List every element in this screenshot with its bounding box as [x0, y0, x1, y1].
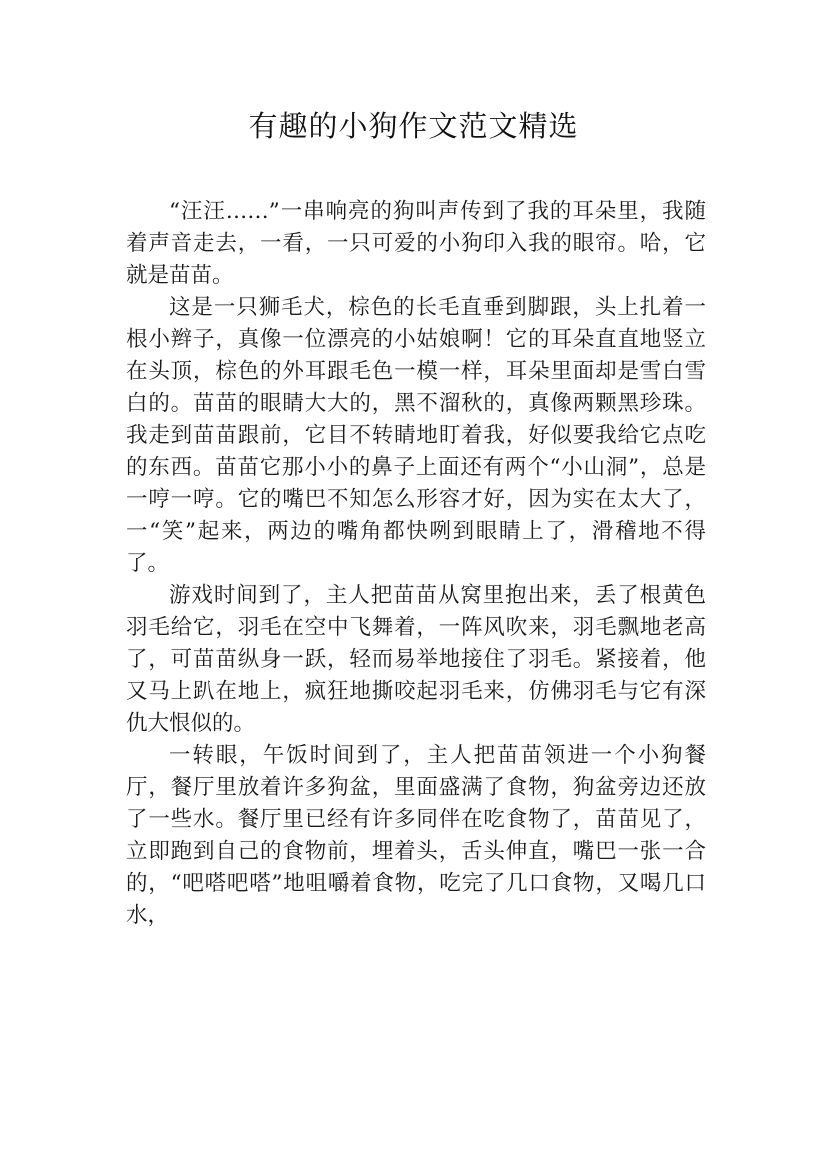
- document-body: [126, 196, 706, 932]
- document-title: 有趣的小狗作文范文精选: [248, 109, 579, 143]
- paragraph: “汪汪……”一串响亮的狗叫声传到了我的耳朵里，我随着声音走去，一看，一只可爱的小狗印入我的眼帘。哈，它就是苗苗。: [126, 199, 706, 288]
- paragraph: 游戏时间到了，主人把苗苗从窝里抱出来，丢了根黄色羽毛给它，羽毛在空中飞舞着，一阵风吹来，羽毛飘地老高了，可苗苗纵身一跃，轻而易举地接住了羽毛。紧接着，他又马上趴在地上，疯狂地撕咬起羽毛来，仿佛羽毛与它有深仇大恨似的。: [126, 583, 706, 736]
- paragraph: 一转眼，午饭时间到了，主人把苗苗领进一个小狗餐厅，餐厅里放着许多狗盆，里面盛满了食物，狗盆旁边还放了一些水。餐厅里已经有许多同伴在吃食物了，苗苗见了，立即跑到自己的食物前，埋着头，舌头伸直，嘴巴一张一合的，“吧嗒吧嗒”地咀嚼着食物，吃完了几口食物，又喝几口水，: [126, 743, 706, 928]
- paragraph: 这是一只狮毛犬，棕色的长毛直垂到脚跟，头上扎着一根小辫子，真像一位漂亮的小姑娘啊！它的耳朵直直地竖立在头顶，棕色的外耳跟毛色一模一样，耳朵里面却是雪白雪白的。苗苗的眼睛大大的，黑不溜秋的，真像两颗黑珍珠。我走到苗苗跟前，它目不转睛地盯着我，好似要我给它点吃的东西。苗苗它那小小的鼻子上面还有两个“小山洞”，总是一哼一哼。它的嘴巴不知怎么形容才好，因为实在太大了，一“笑”起来，两边的嘴角都快咧到眼睛上了，滑稽地不得了。: [126, 295, 706, 576]
